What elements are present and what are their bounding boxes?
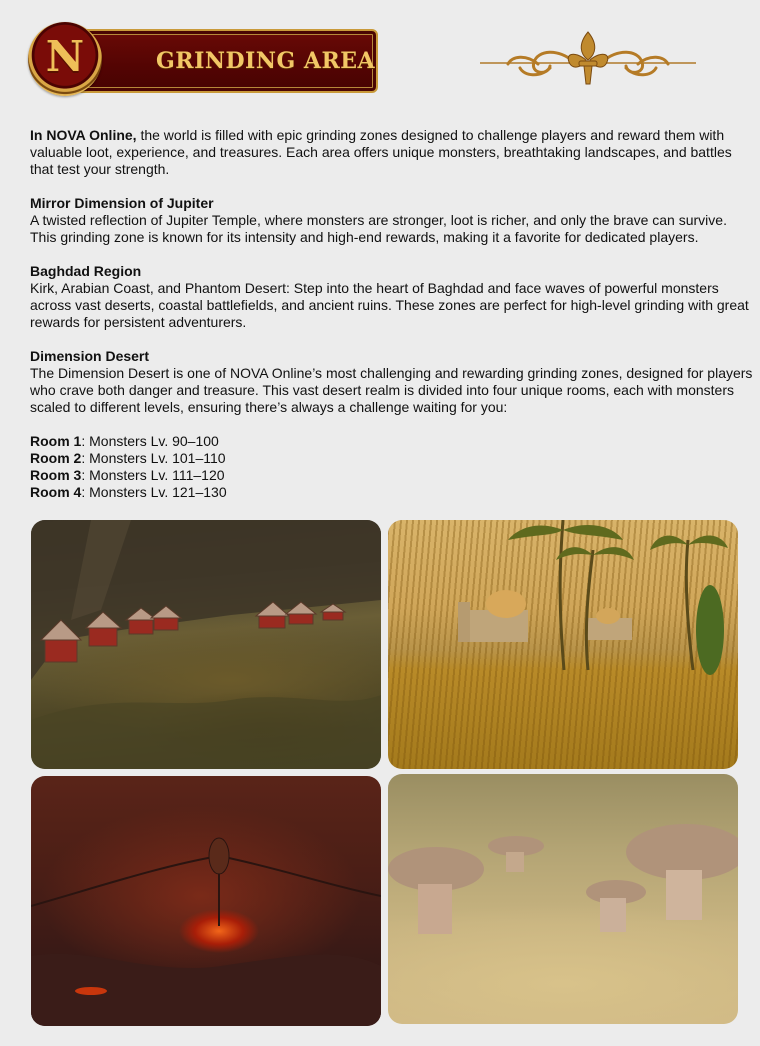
section-heading: Dimension Desert xyxy=(30,348,150,364)
room-levels: : Monsters Lv. 90–100 xyxy=(81,433,219,449)
screenshot-baghdad-village xyxy=(388,520,738,769)
article-body xyxy=(30,127,754,501)
room-name: Room 2 xyxy=(30,450,82,466)
section-body: The Dimension Desert is one of NOVA Online’s most challenging and rewarding grinding zones, designed for players who crave both danger and treasure. This vast desert realm is divided into four unique rooms, each with monsters scaled to different levels, ensuring there’s always a challenge waiting for you: xyxy=(30,365,753,415)
room-item xyxy=(30,467,754,484)
room-name: Room 3 xyxy=(30,467,82,483)
intro-text: the world is filled with epic grinding zones designed to challenge players and reward them with valuable loot, experience, and treasures. Each area offers unique monsters, breathtaking landscapes, and battles that test your strength. xyxy=(30,127,732,177)
room-item xyxy=(30,450,754,467)
fleur-de-lis-ornament-icon xyxy=(478,28,698,90)
room-levels: : Monsters Lv. 121–130 xyxy=(81,484,227,500)
room-name: Room 1 xyxy=(30,433,82,449)
brand-name: In NOVA Online, xyxy=(30,127,137,143)
room-item xyxy=(30,433,754,450)
screenshot-desert-camp xyxy=(31,520,381,769)
logo-letter: N xyxy=(45,32,85,81)
screenshot-dimension-desert xyxy=(388,774,738,1024)
title-banner xyxy=(76,29,378,93)
room-item xyxy=(30,484,754,501)
page-title: GRINDING AREA xyxy=(156,48,376,74)
logo-medallion xyxy=(28,22,102,96)
section-body: Kirk, Arabian Coast, and Phantom Desert: Step into the heart of Baghdad and face waves of powerful monsters across vast deserts, coastal battlefields, and ancient ruins. These zones are perfect for high-level grinding with great rewards for persistent adventurers. xyxy=(30,280,749,330)
intro-paragraph xyxy=(30,127,754,178)
section-body: A twisted reflection of Jupiter Temple, where monsters are stronger, loot is richer, and only the brave can survive. This grinding zone is known for its intensity and high-end rewards, making it a favorite for dedicated players. xyxy=(30,212,727,245)
header-badge xyxy=(28,25,374,93)
screenshot-volcanic-chains xyxy=(31,776,381,1026)
section-heading: Mirror Dimension of Jupiter xyxy=(30,195,214,211)
room-levels: : Monsters Lv. 101–110 xyxy=(81,450,226,466)
section-heading: Baghdad Region xyxy=(30,263,142,279)
room-levels: : Monsters Lv. 111–120 xyxy=(81,467,225,483)
room-name: Room 4 xyxy=(30,484,82,500)
